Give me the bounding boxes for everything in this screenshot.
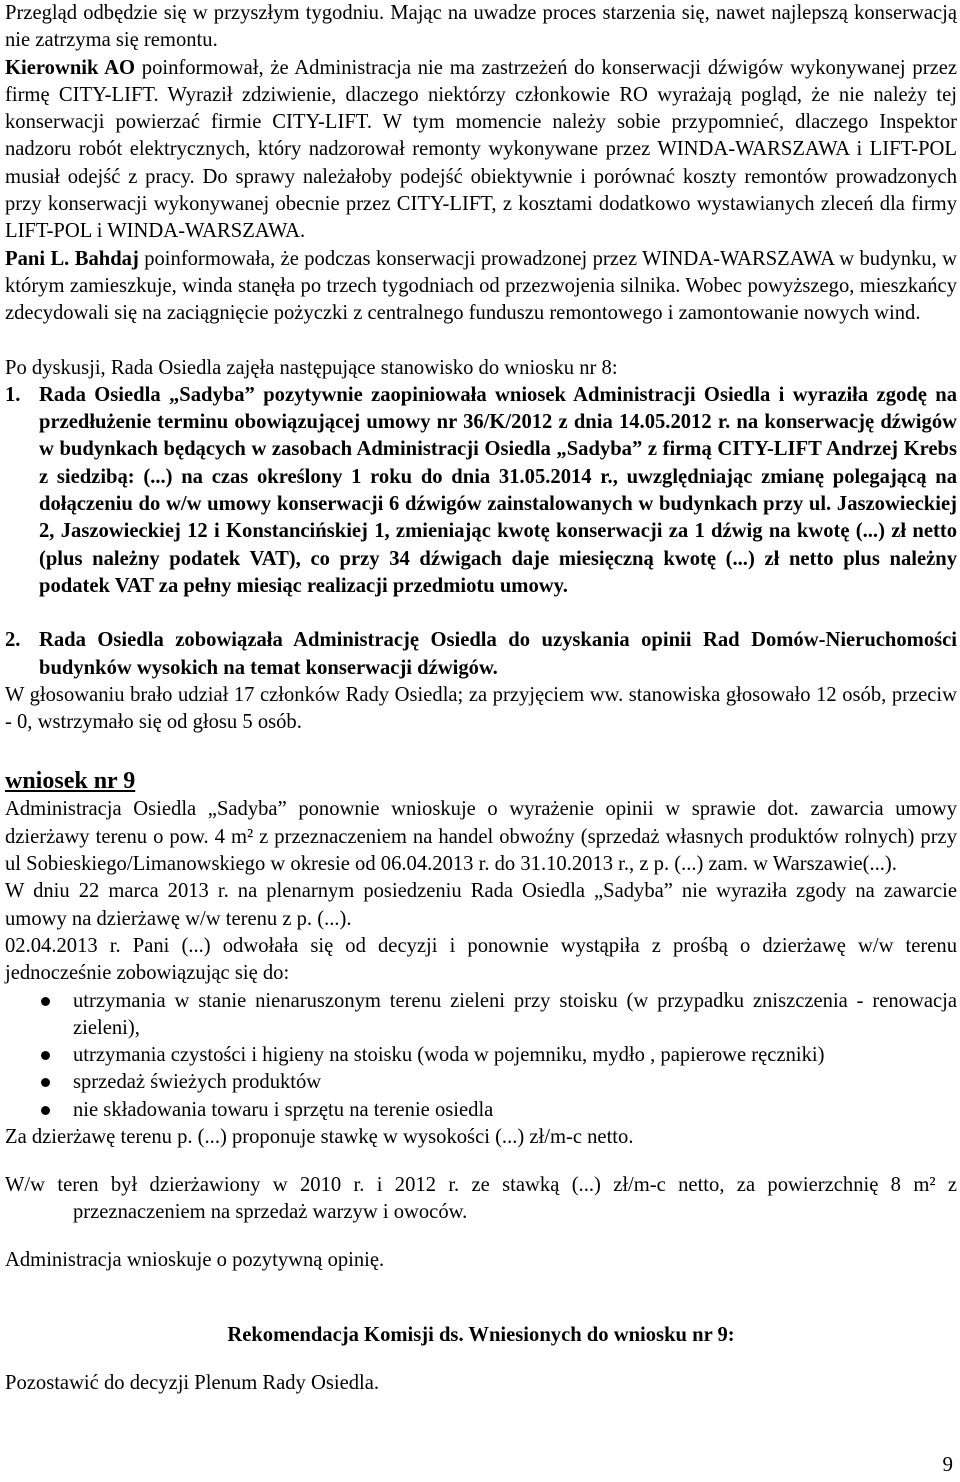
- bullet-icon: [5, 988, 73, 1043]
- paragraph-march-meeting: W dniu 22 marca 2013 r. na plenarnym posiedzeniu Rada Osiedla „Sadyba” nie wyraziła zgody na zawarcie umowy na dzierżawę w/w terenu z p. (...).: [5, 880, 957, 930]
- paragraph-recommendation: Pozostawić do decyzji Plenum Rady Osiedla.: [5, 1371, 380, 1394]
- speaker-manager: Kierownik AO: [5, 56, 135, 79]
- paragraph-administration-request: Administracja wnioskuje o pozytywną opinię.: [5, 1249, 385, 1272]
- obligations-list: [5, 988, 957, 1124]
- paragraph-vote: W głosowaniu brało udział 17 członków Rady Osiedla; za przyjęciem ww. stanowiska głosowało 12 osób, przeciw - 0, wstrzymało się od głosu 5 osób.: [5, 683, 957, 734]
- paragraph-discussion: Po dyskusji, Rada Osiedla zajęła następujące stanowisko do wniosku nr 8:: [5, 356, 618, 379]
- heading-wniosek-9: wniosek nr 9: [5, 768, 136, 795]
- paragraph-bahdaj: [5, 246, 957, 328]
- commission-recommendation-heading: Rekomendacja Komisji ds. Wniesionych do wniosku nr 9:: [227, 1323, 735, 1346]
- bullet-icon: [5, 1042, 73, 1069]
- paragraph-proposed-rate: Za dzierżawę terenu p. (...) proponuje stawkę w wysokości (...) zł/m-c netto.: [5, 1125, 634, 1148]
- list-item: sprzedaż świeżych produktów: [5, 1069, 957, 1096]
- resolution-item-1: [5, 382, 957, 600]
- paragraph-bahdaj-text: poinformowała, że podczas konserwacji prowadzonej przez WINDA-WARSZAWA w budynku, w którym zamieszkuje, winda stanęła po trzech tygodniach od przezwojenia silnika. Wobec powyższego, mieszkańcy zdecydowali się na zaciągnięcie pożyczki z centralnego funduszu remontowego i zamontowanie nowych wind.: [5, 247, 957, 325]
- paragraph-appeal: 02.04.2013 r. Pani (...) odwołała się od decyzji i ponownie wystąpiła z prośbą o dzierżawę w/w terenu jednocześnie zobowiązując się do:: [5, 934, 957, 985]
- list-item: utrzymania czystości i higieny na stoisku (woda w pojemniku, mydło , papierowe ręczniki): [5, 1042, 957, 1069]
- list-item: nie składowania towaru i sprzętu na terenie osiedla: [5, 1097, 957, 1124]
- resolution-number-1: 1.: [5, 383, 21, 406]
- paragraph-request: Administracja Osiedla „Sadyba” ponownie wnioskuje o wyrażenie opinii w sprawie dot. zawarcia umowy dzierżawy terenu o pow. 4 m² z przeznaczeniem na handel obwoźny (sprzedaż własnych produktów rolnych) przy ul Sobieskiego/Limanowskiego w okresie od 06.04.2013 r. do 31.10.2013 r., z p. (...) zam. w Warszawie(...).: [5, 798, 957, 876]
- bullet-icon: [5, 1069, 73, 1096]
- resolution-item-2: [5, 627, 957, 682]
- resolution-text-1: Rada Osiedla „Sadyba” pozytywnie zaopiniowała wniosek Administracji Osiedla i wyraziła zgodę na przedłużenie terminu obowiązującej umowy nr 36/K/2012 z dnia 14.05.2012 r. na konserwację dźwigów w budynkach będących w zasobach Administracji Osiedla „Sadyba” z firmą CITY-LIFT Andrzej Krebs z siedzibą: (...) na czas określony 1 roku do dnia 31.05.2014 r., uwzględniając zmianę polegającą na dołączeniu do w/w umowy konserwacji 6 dźwigów zainstalowanych w budynkach przy ul. Jaszowieckiej 2, Jaszowieckiej 12 i Konstancińskiej 1, zmieniając kwotę konserwacji za 1 dźwig na kwotę (...) zł netto (plus należny podatek VAT), co przy 34 dźwigach daje miesięczną kwotę (...) zł netto plus należny podatek VAT za pełny miesiąc realizacji przedmiotu umowy.: [39, 383, 957, 597]
- paragraph-previous-lease: W/w teren był dzierżawiony w 2010 r. i 2012 r. ze stawką (...) zł/m-c netto, za powierzchnię 8 m² z przeznaczeniem na sprzedaż warzyw i owoców.: [5, 1173, 957, 1224]
- resolution-number-2: 2.: [5, 629, 21, 652]
- resolution-text-2: Rada Osiedla zobowiązała Administrację Osiedla do uzyskania opinii Rad Domów-Nieruchomości budynków wysokich na temat konserwacji dźwigów.: [39, 629, 957, 679]
- speaker-bahdaj: Pani L. Bahdaj: [5, 247, 139, 270]
- paragraph-manager-text: poinformował, że Administracja nie ma zastrzeżeń do konserwacji dźwigów wykonywanej przez firmę CITY-LIFT. Wyraził zdziwienie, dlaczego niektórzy członkowie RO wyrażają pogląd, że nie należy tej konserwacji powierzać firmie CITY-LIFT. W tym momencie należy sobie przypomnieć, dlaczego Inspektor nadzoru robót elektrycznych, który nadzorował remonty wykonywane przez WINDA-WARSZAWA i LIFT-POL musiał odejść z pracy. Do sprawy należałoby podejść obiektywnie i porównać koszty remontów prowadzonych przy konserwacji wykonywanej obecnie przez CITY-LIFT, z kosztami dodatkowo wystawianych zleceń dla firmy LIFT-POL i WINDA-WARSZAWA.: [5, 56, 957, 243]
- list-item: utrzymania w stanie nienaruszonym terenu zieleni przy stoisku (w przypadku zniszczenia - renowacja zieleni),: [5, 988, 957, 1043]
- bullet-icon: [5, 1097, 73, 1124]
- paragraph-manager: [5, 55, 957, 246]
- document-page: [5, 0, 957, 1397]
- paragraph-review: Przegląd odbędzie się w przyszłym tygodniu. Mając na uwadze proces starzenia się, nawet najlepszą konserwacją nie zatrzyma się remontu.: [5, 2, 957, 52]
- page-number: 9: [942, 1451, 953, 1476]
